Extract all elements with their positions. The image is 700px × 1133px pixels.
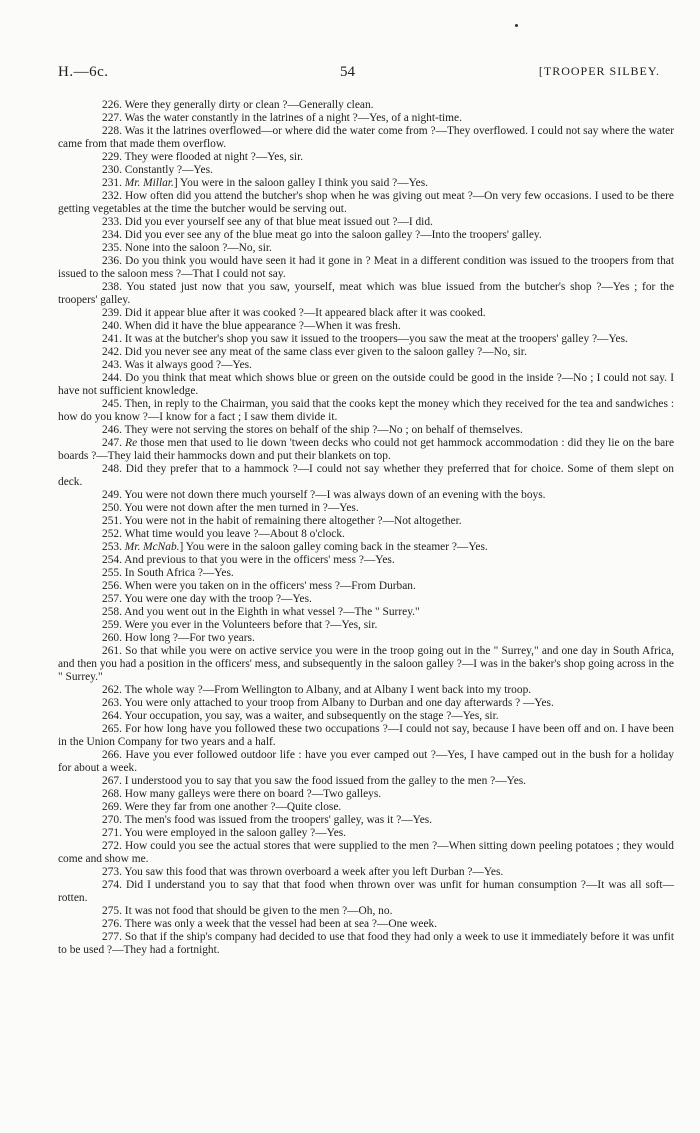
question-answer-paragraph: 259. Were you ever in the Volunteers before that ?—Yes, sir. (102, 619, 378, 631)
question-answer-paragraph: 236. Do you think you would have seen it had it gone in ? Meat in a different condition was issued to the troopers from that issued to the saloon mess ?—That I could not say. (58, 255, 674, 280)
question-answer-paragraph: 226. Were they generally dirty or clean ?—Generally clean. (102, 99, 374, 111)
question-answer-paragraph: 242. Did you never see any meat of the same class ever given to the saloon galley ?—No, sir. (102, 346, 527, 358)
ink-speck (515, 24, 518, 27)
question-answer-paragraph: 239. Did it appear blue after it was cooked ?—It appeared black after it was cooked. (102, 307, 486, 319)
question-answer-paragraph: 233. Did you ever yourself see any of that blue meat issued out ?—I did. (102, 216, 433, 228)
question-answer-paragraph: 247. Re those men that used to lie down 'tween decks who could not get hammock accommodation : did they lie on the bare boards ?—They laid their hammocks down and put their blankets on top. (58, 437, 675, 462)
question-answer-paragraph: 231. Mr. Millar.] You were in the saloon galley I think you said ?—Yes. (102, 177, 429, 189)
question-answer-paragraph: 243. Was it always good ?—Yes. (102, 359, 252, 371)
question-answer-paragraph: 267. I understood you to say that you saw the food issued from the galley to the men ?—Yes. (102, 775, 527, 787)
witness-name: [TROOPER SILBEY. (538, 64, 660, 78)
question-answer-paragraph: 268. How many galleys were there on board ?—Two galleys. (102, 788, 382, 800)
question-answer-paragraph: 235. None into the saloon ?—No, sir. (102, 242, 272, 254)
question-answer-paragraph: 275. It was not food that should be given to the men ?—Oh, no. (102, 905, 393, 917)
question-answer-paragraph: 241. It was at the butcher's shop you saw it issued to the troopers—you saw the meat at the troopers' galley ?—Yes. (102, 333, 628, 345)
question-answer-paragraph: 245. Then, in reply to the Chairman, you said that the cooks kept the money which they received for the tea and sandwiches : how do you know ?—I know for a fact ; I saw them divide it. (58, 398, 674, 423)
question-answer-paragraph: 240. When did it have the blue appearance ?—When it was fresh. (102, 320, 401, 332)
question-answer-paragraph: 266. Have you ever followed outdoor life : have you ever camped out ?—Yes, I have camped out in the bush for a holiday for about a week. (58, 749, 674, 774)
question-answer-paragraph: 269. Were they far from one another ?—Quite close. (102, 801, 342, 813)
question-answer-paragraph: 230. Constantly ?—Yes. (102, 164, 213, 176)
question-answer-paragraph: 261. So that while you were on active service you were in the troop going out in the " Surrey," and one day in South Africa, and then you had a position in the officers' mess, and subsequently in the saloon galley ?—I was in the baker's shop going across in the " Surrey." (58, 645, 674, 683)
question-answer-paragraph: 256. When were you taken on in the officers' mess ?—From Durban. (102, 580, 416, 592)
question-answer-paragraph: 249. You were not down there much yourself ?—I was always down of an evening with the boys. (102, 489, 546, 501)
question-answer-paragraph: 274. Did I understand you to say that that food when thrown over was unfit for human consumption ?—It was all soft—rotten. (58, 879, 674, 904)
question-answer-paragraph: 263. You were only attached to your troop from Albany to Durban and one day afterwards ? —Yes. (102, 697, 554, 709)
question-answer-paragraph: 244. Do you think that meat which shows blue or green on the outside could be good in the inside ?—No ; I could not say. I have not sufficient knowledge. (58, 372, 674, 397)
question-answer-paragraph: 270. The men's food was issued from the troopers' galley, was it ?—Yes. (102, 814, 433, 826)
page-header (58, 64, 660, 84)
question-answer-paragraph: 262. The whole way ?—From Wellington to Albany, and at Albany I went back into my troop. (102, 684, 532, 696)
question-answer-paragraph: 276. There was only a week that the vessel had been at sea ?—One week. (102, 918, 438, 930)
question-answer-paragraph: 229. They were flooded at night ?—Yes, sir. (102, 151, 304, 163)
question-answer-paragraph: 271. You were employed in the saloon galley ?—Yes. (102, 827, 347, 839)
question-answer-paragraph: 252. What time would you leave ?—About 8 o'clock. (102, 528, 345, 540)
question-answer-paragraph: 260. How long ?—For two years. (102, 632, 255, 644)
question-answer-paragraph: 272. How could you see the actual stores that were supplied to the men ?—When sitting down peeling potatoes ; they would come and show me. (58, 840, 674, 865)
question-answer-paragraph: 238. You stated just now that you saw, yourself, meat which was blue issued from the butcher's shop ?—Yes ; for the troopers' galley. (58, 281, 674, 306)
question-answer-paragraph: 277. So that if the ship's company had decided to use that food they had only a week to use it immediately before it was unfit to be used ?—They had a fortnight. (58, 931, 674, 956)
question-answer-paragraph: 227. Was the water constantly in the latrines of a night ?—Yes, of a night-time. (102, 112, 462, 124)
question-answer-paragraph: 246. They were not serving the stores on behalf of the ship ?—No ; on behalf of themselves. (102, 424, 523, 436)
question-answer-paragraph: 248. Did they prefer that to a hammock ?—I could not say whether they preferred that for choice. Some of them slept on deck. (58, 463, 674, 488)
question-answer-paragraph: 250. You were not down after the men turned in ?—Yes. (102, 502, 359, 514)
testimony-body (58, 99, 674, 957)
question-answer-paragraph: 255. In South Africa ?—Yes. (102, 567, 234, 579)
question-answer-paragraph: 253. Mr. McNab.] You were in the saloon galley coming back in the steamer ?—Yes. (102, 541, 488, 553)
question-answer-paragraph: 228. Was it the latrines overflowed—or where did the water come from ?—They overflowed. I could not say where the water came from that made them overflow. (58, 125, 674, 150)
page-number: 54 (340, 64, 355, 80)
question-answer-paragraph: 264. Your occupation, you say, was a waiter, and subsequently on the stage ?—Yes, sir. (102, 710, 499, 722)
question-answer-paragraph: 254. And previous to that you were in the officers' mess ?—Yes. (102, 554, 395, 566)
report-code: H.—6c. (58, 64, 109, 80)
question-answer-paragraph: 257. You were one day with the troop ?—Yes. (102, 593, 312, 605)
question-answer-paragraph: 265. For how long have you followed these two occupations ?—I could not say, because I have been off and on. I have been in the Union Company for two years and a half. (58, 723, 674, 748)
question-answer-paragraph: 234. Did you ever see any of the blue meat go into the saloon galley ?—Into the troopers' galley. (102, 229, 542, 241)
question-answer-paragraph: 232. How often did you attend the butcher's shop when he was giving out meat ?—On very few occasions. I used to be there getting vegetables at the time the butcher would be serving out. (58, 190, 674, 215)
question-answer-paragraph: 273. You saw this food that was thrown overboard a week after you left Durban ?—Yes. (102, 866, 504, 878)
question-answer-paragraph: 251. You were not in the habit of remaining there altogether ?—Not altogether. (102, 515, 462, 527)
question-answer-paragraph: 258. And you went out in the Eighth in what vessel ?—The " Surrey." (102, 606, 420, 618)
